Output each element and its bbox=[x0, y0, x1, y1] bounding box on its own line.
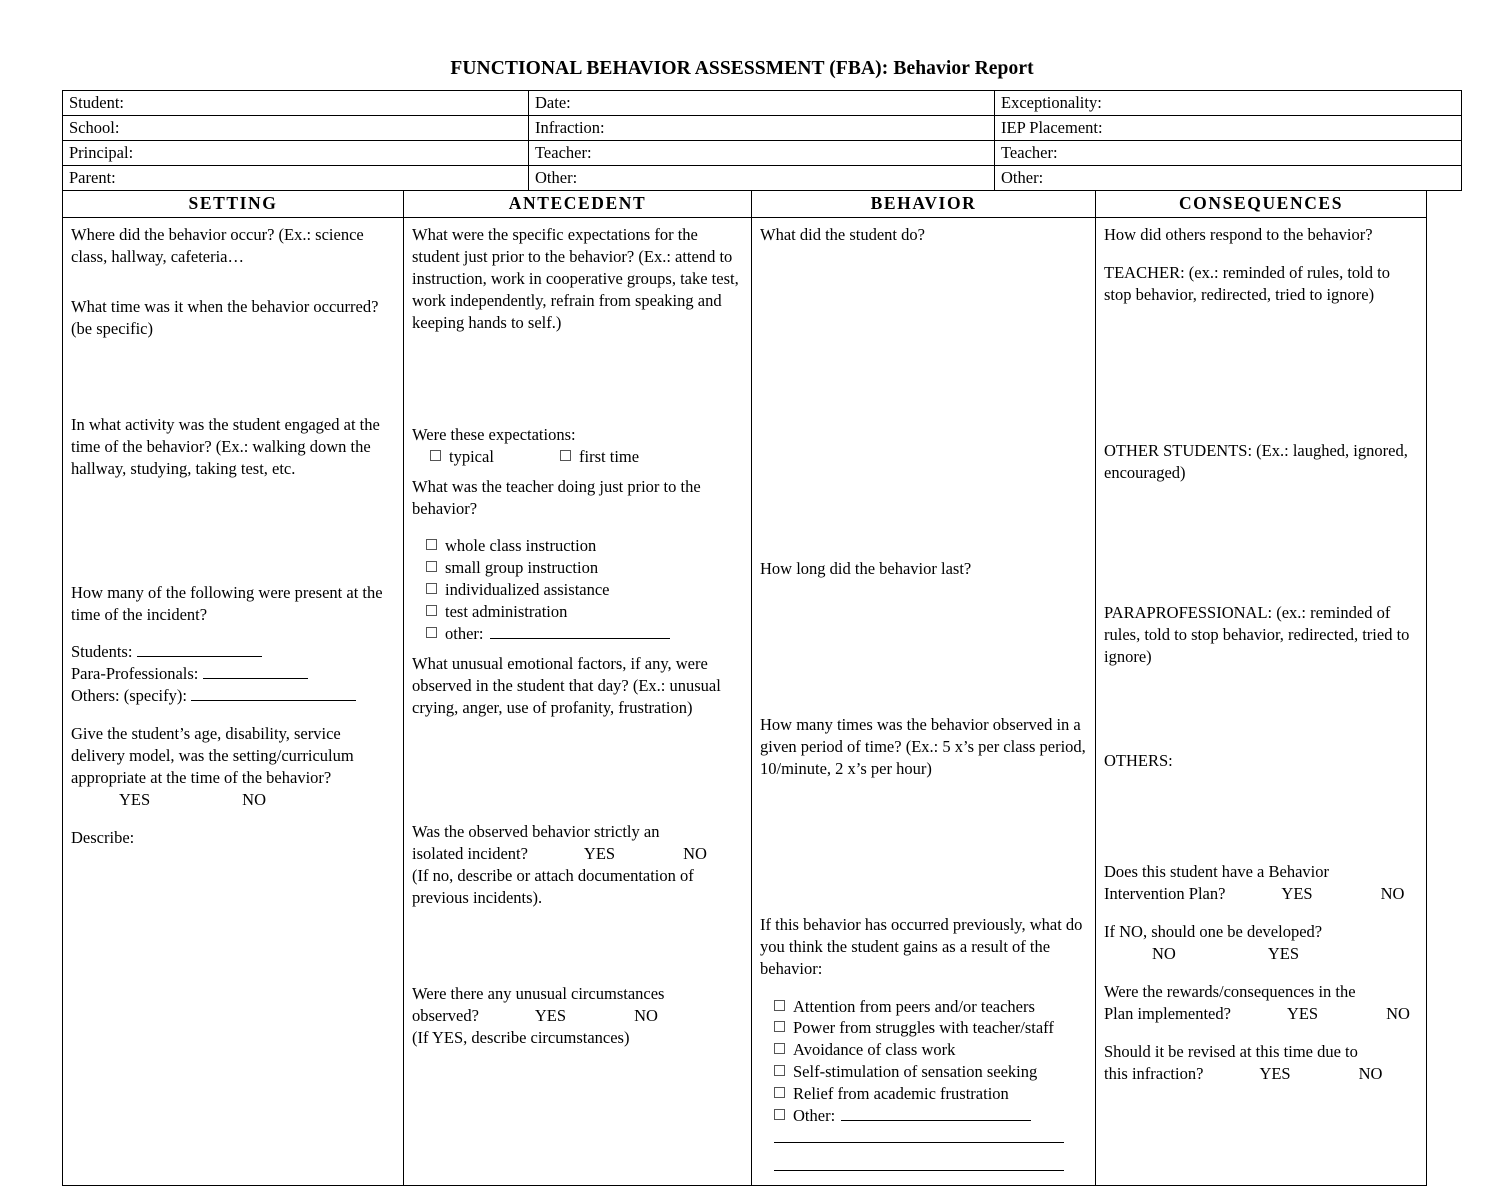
heading-behavior: BEHAVIOR bbox=[752, 191, 1096, 218]
teacher-option-individualized[interactable] bbox=[412, 579, 743, 601]
behavior-question-4: If this behavior has occurred previously, what do you think the student gains as a result of the behavior: bbox=[760, 914, 1083, 978]
consequences-paraprofessional: PARAPROFESSIONAL: (ex.: reminded of rules, told to stop behavior, redirected, tried to ignore) bbox=[1104, 602, 1410, 666]
blank-line[interactable] bbox=[774, 1156, 1064, 1171]
field-label: Exceptionality: bbox=[1001, 92, 1102, 112]
checkbox-icon[interactable] bbox=[426, 539, 437, 550]
antecedent-question-3: What was the teacher doing just prior to the behavior? bbox=[412, 476, 701, 518]
consequences-revise-line1: Should it be revised at this time due to bbox=[1104, 1042, 1358, 1062]
setting-describe[interactable]: Describe: bbox=[71, 828, 135, 847]
column-consequences bbox=[1096, 218, 1427, 1186]
antecedent-question-6-note: (If YES, describe circumstances) bbox=[412, 1027, 630, 1047]
behavior-question-3: How many times was the behavior observed in a given period of time? (Ex.: 5 x’s per class period, 10/minute, 2 x’s per hour) bbox=[760, 714, 1086, 778]
field-label: Students: bbox=[71, 642, 133, 662]
checkbox-icon[interactable] bbox=[774, 1043, 785, 1054]
table-row bbox=[63, 116, 1462, 141]
antecedent-expectation-options[interactable] bbox=[412, 446, 743, 468]
yes-option[interactable]: YES bbox=[119, 790, 151, 810]
consequences-develop-yesno[interactable] bbox=[1104, 943, 1418, 965]
blank-line[interactable] bbox=[203, 664, 308, 679]
consequences-rewards-yesno[interactable] bbox=[1104, 1003, 1418, 1025]
consequences-bip-line1: Does this student have a Behavior bbox=[1104, 862, 1329, 882]
blank-line[interactable] bbox=[137, 642, 262, 657]
teacher-option-whole-class[interactable] bbox=[412, 535, 743, 557]
field-date[interactable] bbox=[529, 91, 995, 116]
consequences-bip-yesno[interactable] bbox=[1104, 883, 1418, 905]
no-option[interactable]: NO bbox=[1386, 1004, 1410, 1024]
checkbox-icon[interactable] bbox=[426, 561, 437, 572]
field-other-1[interactable] bbox=[529, 166, 995, 191]
question-label: this infraction? bbox=[1104, 1064, 1204, 1083]
field-parent[interactable] bbox=[63, 166, 529, 191]
checkbox-icon[interactable] bbox=[426, 605, 437, 616]
checkbox-icon[interactable] bbox=[426, 627, 437, 638]
field-student[interactable] bbox=[63, 91, 529, 116]
heading-setting: SETTING bbox=[63, 191, 404, 218]
consequences-develop-plan: If NO, should one be developed? bbox=[1104, 922, 1323, 942]
yes-option[interactable]: YES bbox=[1267, 944, 1300, 964]
yes-option[interactable]: YES bbox=[583, 843, 616, 863]
option-label: Attention from peers and/or teachers bbox=[793, 996, 1035, 1016]
gain-option-avoidance[interactable] bbox=[760, 1039, 1087, 1061]
field-label: Principal: bbox=[69, 142, 134, 162]
antecedent-question-2: Were these expectations: bbox=[412, 424, 576, 444]
no-option[interactable]: NO bbox=[242, 790, 267, 810]
field-label: Other: bbox=[1001, 167, 1044, 187]
field-exceptionality[interactable] bbox=[995, 91, 1462, 116]
antecedent-question-1: What were the specific expectations for the student just prior to the behavior? (Ex.: attend to instruction, work in cooperative groups, take test, work independently, refrain from speaking and keeping hands to self.) bbox=[412, 225, 739, 332]
option-label: other: bbox=[445, 624, 484, 644]
no-option[interactable]: NO bbox=[1152, 944, 1176, 964]
antecedent-question-4: What unusual emotional factors, if any, were observed in the student that day? (Ex.: unusual crying, anger, use of profanity, frustration) bbox=[412, 654, 721, 717]
fba-form bbox=[62, 58, 1422, 1186]
no-option[interactable]: NO bbox=[1358, 1064, 1383, 1083]
gain-other-line-2[interactable] bbox=[760, 1127, 1087, 1149]
gain-option-relief[interactable] bbox=[760, 1083, 1087, 1105]
setting-question-4: How many of the following were present at the time of the incident? bbox=[71, 582, 383, 624]
option-label: test administration bbox=[445, 602, 568, 622]
gain-option-self-stimulation[interactable] bbox=[760, 1061, 1087, 1083]
field-label: School: bbox=[69, 117, 120, 137]
blank-line[interactable] bbox=[490, 624, 670, 639]
field-principal[interactable] bbox=[63, 141, 529, 166]
field-teacher-2[interactable] bbox=[995, 141, 1462, 166]
yes-option[interactable]: YES bbox=[534, 1005, 567, 1025]
consequences-question-1: How did others respond to the behavior? bbox=[1104, 225, 1373, 244]
checkbox-typical-icon[interactable] bbox=[430, 450, 441, 461]
field-label: Date: bbox=[535, 92, 571, 112]
behavior-question-1: What did the student do? bbox=[760, 225, 925, 244]
table-row bbox=[63, 141, 1462, 166]
option-label: Self-stimulation of sensation seeking bbox=[793, 1062, 1038, 1082]
antecedent-question-5-line1: Was the observed behavior strictly an bbox=[412, 821, 660, 841]
teacher-option-other[interactable] bbox=[412, 623, 743, 645]
yes-option[interactable]: YES bbox=[1286, 1004, 1319, 1024]
option-label: individualized assistance bbox=[445, 580, 610, 600]
consequences-rewards-line1: Were the rewards/consequences in the bbox=[1104, 982, 1356, 1002]
table-row bbox=[63, 91, 1462, 116]
no-option[interactable]: NO bbox=[683, 843, 707, 863]
option-first-time-label: first time bbox=[579, 446, 640, 466]
column-antecedent bbox=[404, 218, 752, 1186]
teacher-option-test-administration[interactable] bbox=[412, 601, 743, 623]
checkbox-icon[interactable] bbox=[774, 1000, 785, 1011]
checkbox-first-time-icon[interactable] bbox=[560, 450, 571, 461]
fba-main-table bbox=[62, 191, 1427, 1186]
no-option[interactable]: NO bbox=[1380, 884, 1405, 904]
heading-consequences: CONSEQUENCES bbox=[1096, 191, 1427, 218]
column-content-row bbox=[63, 218, 1427, 1186]
field-label: Others: (specify): bbox=[71, 686, 187, 706]
field-label: Teacher: bbox=[1001, 142, 1058, 162]
field-teacher-1[interactable] bbox=[529, 141, 995, 166]
option-label: whole class instruction bbox=[445, 536, 597, 556]
setting-others-field[interactable] bbox=[71, 685, 395, 707]
option-label: Avoidance of class work bbox=[793, 1040, 956, 1060]
antecedent-question-5-yesno[interactable] bbox=[412, 843, 743, 865]
field-label: IEP Placement: bbox=[1001, 117, 1103, 137]
consequences-others: OTHERS: bbox=[1104, 750, 1173, 770]
blank-line[interactable] bbox=[774, 1128, 1064, 1143]
setting-students-field[interactable] bbox=[71, 641, 395, 663]
field-school[interactable] bbox=[63, 116, 529, 141]
column-setting bbox=[63, 218, 404, 1186]
consequences-revise-yesno[interactable] bbox=[1104, 1063, 1418, 1085]
blank-line[interactable] bbox=[841, 1106, 1031, 1121]
header-info-table bbox=[62, 90, 1462, 191]
question-label: Plan implemented? bbox=[1104, 1004, 1231, 1024]
setting-question-1: Where did the behavior occur? (Ex.: science class, hallway, cafeteria… bbox=[71, 225, 364, 266]
gain-other-line-3[interactable] bbox=[760, 1155, 1087, 1177]
gain-option-attention[interactable] bbox=[760, 996, 1087, 1018]
field-label: Infraction: bbox=[535, 117, 605, 137]
gain-option-other[interactable] bbox=[760, 1105, 1087, 1127]
option-label: small group instruction bbox=[445, 558, 599, 578]
teacher-option-small-group[interactable] bbox=[412, 557, 743, 579]
behavior-question-2: How long did the behavior last? bbox=[760, 558, 972, 578]
gain-option-power[interactable] bbox=[760, 1017, 1087, 1039]
checkbox-icon[interactable] bbox=[774, 1087, 785, 1098]
antecedent-question-6-yesno[interactable] bbox=[412, 1005, 743, 1027]
setting-paraprofessionals-field[interactable] bbox=[71, 663, 395, 685]
field-label: Teacher: bbox=[535, 142, 592, 162]
checkbox-icon[interactable] bbox=[774, 1109, 785, 1120]
checkbox-icon[interactable] bbox=[774, 1065, 785, 1076]
consequences-other-students: OTHER STUDENTS: (Ex.: laughed, ignored, encouraged) bbox=[1104, 440, 1408, 482]
question-label: Intervention Plan? bbox=[1104, 884, 1226, 904]
consequences-teacher: TEACHER: (ex.: reminded of rules, told to stop behavior, redirected, tried to ignore) bbox=[1104, 262, 1390, 304]
field-other-2[interactable] bbox=[995, 166, 1462, 191]
question-label: isolated incident? bbox=[412, 843, 528, 863]
no-option[interactable]: NO bbox=[634, 1005, 658, 1025]
page-title: FUNCTIONAL BEHAVIOR ASSESSMENT (FBA): Behavior Report bbox=[450, 58, 1034, 79]
field-label: Para-Professionals: bbox=[71, 664, 199, 684]
yes-option[interactable]: YES bbox=[1281, 884, 1313, 904]
option-typical-label: typical bbox=[449, 446, 494, 466]
option-label: Power from struggles with teacher/staff bbox=[793, 1018, 1054, 1038]
setting-question-5: Give the student’s age, disability, service delivery model, was the setting/curriculum appropriate at the time of the behavior? bbox=[71, 724, 354, 788]
question-label: observed? bbox=[412, 1005, 479, 1025]
option-label: Relief from academic frustration bbox=[793, 1084, 1009, 1104]
setting-yes-no[interactable] bbox=[71, 789, 395, 811]
field-infraction[interactable] bbox=[529, 116, 995, 141]
field-label: Other: bbox=[535, 167, 578, 187]
yes-option[interactable]: YES bbox=[1259, 1064, 1291, 1083]
setting-question-2: What time was it when the behavior occurred? (be specific) bbox=[71, 296, 379, 338]
field-label: Parent: bbox=[69, 167, 116, 187]
field-iep-placement[interactable] bbox=[995, 116, 1462, 141]
setting-question-3: In what activity was the student engaged at the time of the behavior? (Ex.: walking down the hallway, studying, taking test, etc. bbox=[71, 414, 380, 478]
antecedent-question-5-note: (If no, describe or attach documentation of previous incidents). bbox=[412, 865, 694, 907]
table-row bbox=[63, 166, 1462, 191]
checkbox-icon[interactable] bbox=[426, 583, 437, 594]
checkbox-icon[interactable] bbox=[774, 1021, 785, 1032]
column-behavior bbox=[752, 218, 1096, 1186]
antecedent-question-6-line1: Were there any unusual circumstances bbox=[412, 983, 665, 1003]
column-headings-row bbox=[63, 191, 1427, 218]
option-label: Other: bbox=[793, 1106, 836, 1126]
blank-line[interactable] bbox=[191, 686, 356, 701]
heading-antecedent: ANTECEDENT bbox=[404, 191, 752, 218]
field-label: Student: bbox=[69, 92, 125, 112]
